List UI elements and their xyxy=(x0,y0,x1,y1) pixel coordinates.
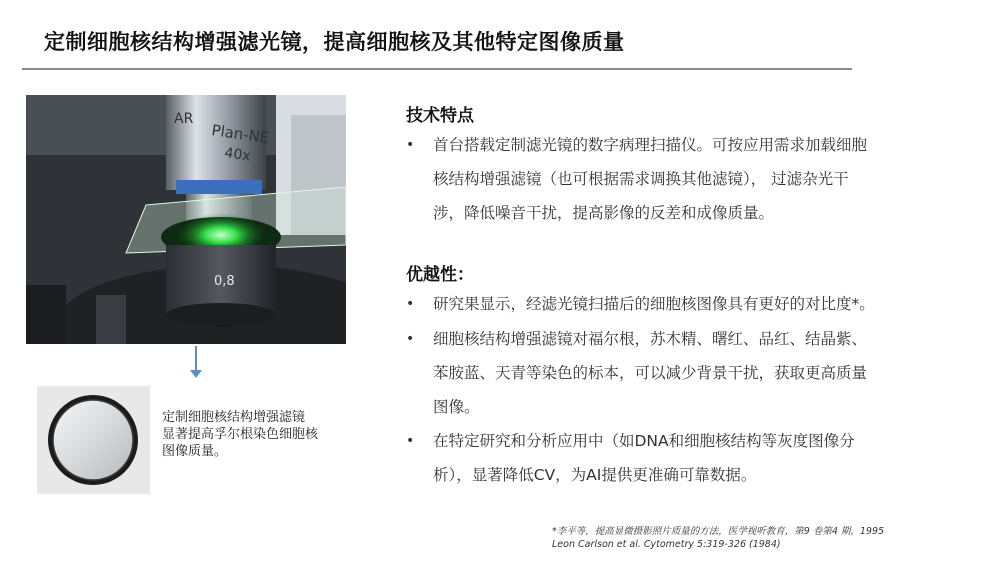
bullet-icon: • xyxy=(406,137,415,153)
arrow-line xyxy=(195,346,197,372)
reference-line: *李平等，提高显微摄影照片质量的方法，医学视听教育，第9 卷第4 期，1995 xyxy=(552,526,885,537)
microscope-photo xyxy=(26,95,346,344)
caption-line: 定制细胞核结构增强滤镜 xyxy=(162,410,306,425)
objective-label: Plan-NE xyxy=(210,121,271,148)
bullet-line: 涉，降低噪音干扰，提高影像的反差和成像质量。 xyxy=(433,204,775,222)
bullet-line: 析），显著降低CV，为AI提供更准确可靠数据。 xyxy=(433,466,757,484)
title-divider xyxy=(22,68,852,70)
bullet-icon: • xyxy=(406,331,415,347)
arrow-down-icon xyxy=(190,370,202,378)
bullet-line: 苯胺蓝、天青等染色的标本，可以减少背景干扰，获取更高质量 xyxy=(433,364,868,382)
caption-line: 图像质量。 xyxy=(162,444,228,459)
bullet-icon: • xyxy=(406,433,415,449)
bullet-line: 首台搭载定制滤光镜的数字病理扫描仪。可按应用需求加载细胞 xyxy=(433,136,868,154)
bullet-line: 细胞核结构增强滤镜对福尔根，苏木精、曙红、品红、结晶紫、 xyxy=(433,330,868,348)
bullet-line: 研究果显示，经滤光镜扫描后的细胞核图像具有更好的对比度*。 xyxy=(433,295,875,313)
bullet-icon: • xyxy=(406,296,415,312)
advantages-heading: 优越性： xyxy=(406,265,474,285)
page-title: 定制细胞核结构增强滤光镜，提高细胞核及其他特定图像质量 xyxy=(44,30,625,54)
brand-label: AR xyxy=(174,111,194,127)
objective-magnification: 40x xyxy=(223,145,252,165)
bullet-line: 核结构增强滤镜（也可根据需求调换其他滤镜）， 过滤杂光干 xyxy=(433,170,849,188)
bullet-line: 在特定研究和分析应用中（如DNA和细胞核结构等灰度图像分 xyxy=(433,432,855,450)
filter-caption xyxy=(162,409,372,460)
features-heading: 技术特点 xyxy=(406,106,474,126)
ring-label: 0,8 xyxy=(214,274,235,289)
bullet-line: 图像。 xyxy=(433,398,480,416)
reference-line: Leon Carlson et al. Cytometry 5:319-326 (1984) xyxy=(552,539,781,550)
caption-line: 显著提高孚尔根染色细胞核 xyxy=(162,427,319,442)
filter-lens-photo xyxy=(37,386,150,494)
